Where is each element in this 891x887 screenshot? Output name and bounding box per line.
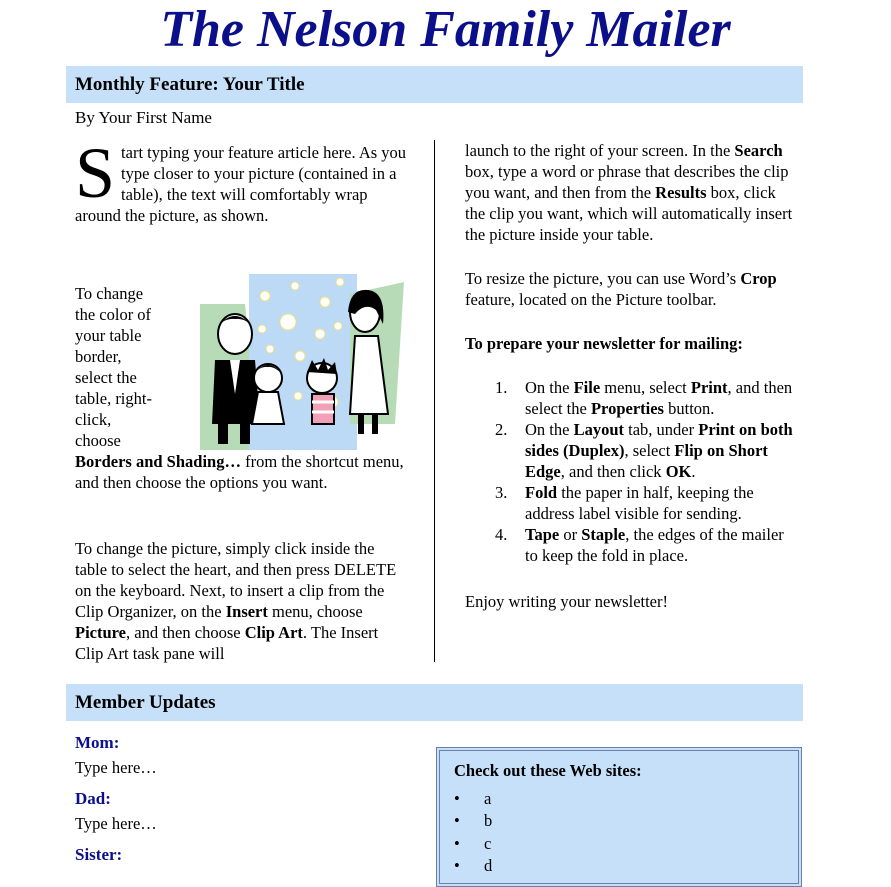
step-text: On the <box>525 420 574 439</box>
step-number: 4. <box>495 525 508 544</box>
step-text: , and then click <box>560 462 666 481</box>
step-text: or <box>559 525 582 544</box>
step-keyword: Print on both sides (Duplex) <box>525 420 793 460</box>
clip-art-paragraph: launch to the right of your screen. In the Search box, type a word or phrase that describes the clip you want, and then from the Results box, click the clip you want, which will automatically insert the picture inside your table. <box>465 141 793 244</box>
feature-right-column <box>465 140 795 612</box>
step-keyword: Flip on Short Edge <box>525 441 768 481</box>
step-text: tab, under <box>624 420 699 439</box>
step-keyword: Fold <box>525 483 558 502</box>
wrapped-text-line: your table <box>75 326 142 345</box>
member-text-dad[interactable]: Type here… <box>75 814 157 833</box>
intro-paragraph <box>75 133 410 226</box>
wrapped-text-line: choose <box>75 431 121 450</box>
wrapped-text-line: To change <box>75 284 144 303</box>
step-keyword: File <box>573 378 601 397</box>
step-keyword: Properties <box>590 399 664 418</box>
mailing-step <box>465 377 795 419</box>
wrapped-text-line: the color of <box>75 305 152 324</box>
mailing-step <box>465 419 795 482</box>
wrapped-text-line: table, right- <box>75 389 152 408</box>
step-text: the paper in half, keeping the address label visible for sending. <box>525 483 754 523</box>
website-item[interactable]: • c <box>454 834 492 853</box>
bullet-icon: • <box>454 811 460 830</box>
mailing-steps-list <box>465 377 795 566</box>
column-divider <box>434 140 435 662</box>
step-number: 3. <box>495 483 508 502</box>
step-number: 2. <box>495 420 508 439</box>
step-text: , select <box>624 441 675 460</box>
wrapped-text-line: border, <box>75 347 122 366</box>
website-item[interactable]: • b <box>454 811 493 830</box>
step-text: button. <box>663 399 715 418</box>
mailing-step <box>465 524 795 566</box>
step-number: 1. <box>495 378 508 397</box>
border-instruction-tail <box>75 451 410 493</box>
picture-instructions-text: To change the picture, simply click inside the table to select the heart, and then press DELETE on the keyboard. Next, to insert a clip from the Clip Organizer, on the Insert menu, choose Picture, and then choose Clip Art. The Insert Clip Art task pane will <box>75 539 397 663</box>
website-item[interactable]: • d <box>454 856 493 875</box>
borders-shading-label: Borders and Shading… <box>75 452 241 471</box>
closing-line: Enjoy writing your newsletter! <box>465 592 668 611</box>
intro-text: tart typing your feature article here. As you type closer to your picture (contained in a table), the text will comfortably wrap around the picture, as shown. <box>75 143 407 225</box>
wrapped-text-line: click, <box>75 410 112 429</box>
bullet-icon: • <box>454 834 460 853</box>
step-text: , and then select the <box>525 378 793 418</box>
member-updates-bar: Member Updates <box>66 684 803 721</box>
mailing-step <box>465 482 795 524</box>
byline: By Your First Name <box>75 108 212 127</box>
step-keyword: Layout <box>573 420 625 439</box>
websites-title: Check out these Web sites: <box>454 761 642 780</box>
feature-left-column <box>75 133 410 226</box>
resize-paragraph: To resize the picture, you can use Word’s Crop feature, located on the Picture toolbar. <box>465 269 777 309</box>
step-keyword: Print <box>690 378 728 397</box>
member-label-dad: Dad: <box>75 789 111 808</box>
wrapped-text-line: select the <box>75 368 137 387</box>
member-text-mom[interactable]: Type here… <box>75 758 157 777</box>
step-text: , the edges of the mailer to keep the fold in place. <box>525 525 784 565</box>
step-text: On the <box>525 378 574 397</box>
picture-instructions <box>75 538 410 664</box>
step-keyword: OK <box>665 462 692 481</box>
family-clipart-illustration <box>200 274 406 450</box>
website-item[interactable]: • a <box>454 789 492 808</box>
newsletter-title: The Nelson Family Mailer <box>160 1 731 58</box>
prepare-heading: To prepare your newsletter for mailing: <box>465 334 743 353</box>
feature-heading-bar: Monthly Feature: Your Title <box>66 66 803 103</box>
websites-box <box>436 747 802 887</box>
step-keyword: Tape <box>525 525 560 544</box>
member-label-mom: Mom: <box>75 733 120 752</box>
drop-cap: S <box>75 133 116 213</box>
step-text: menu, select <box>600 378 691 397</box>
border-tail-text: from the shortcut menu, and then choose the options you want. <box>75 452 404 492</box>
step-keyword: Staple <box>581 525 626 544</box>
bullet-icon: • <box>454 789 460 808</box>
member-label-sister: Sister: <box>75 845 123 864</box>
bullet-icon: • <box>454 856 460 875</box>
step-text: . <box>691 462 696 481</box>
